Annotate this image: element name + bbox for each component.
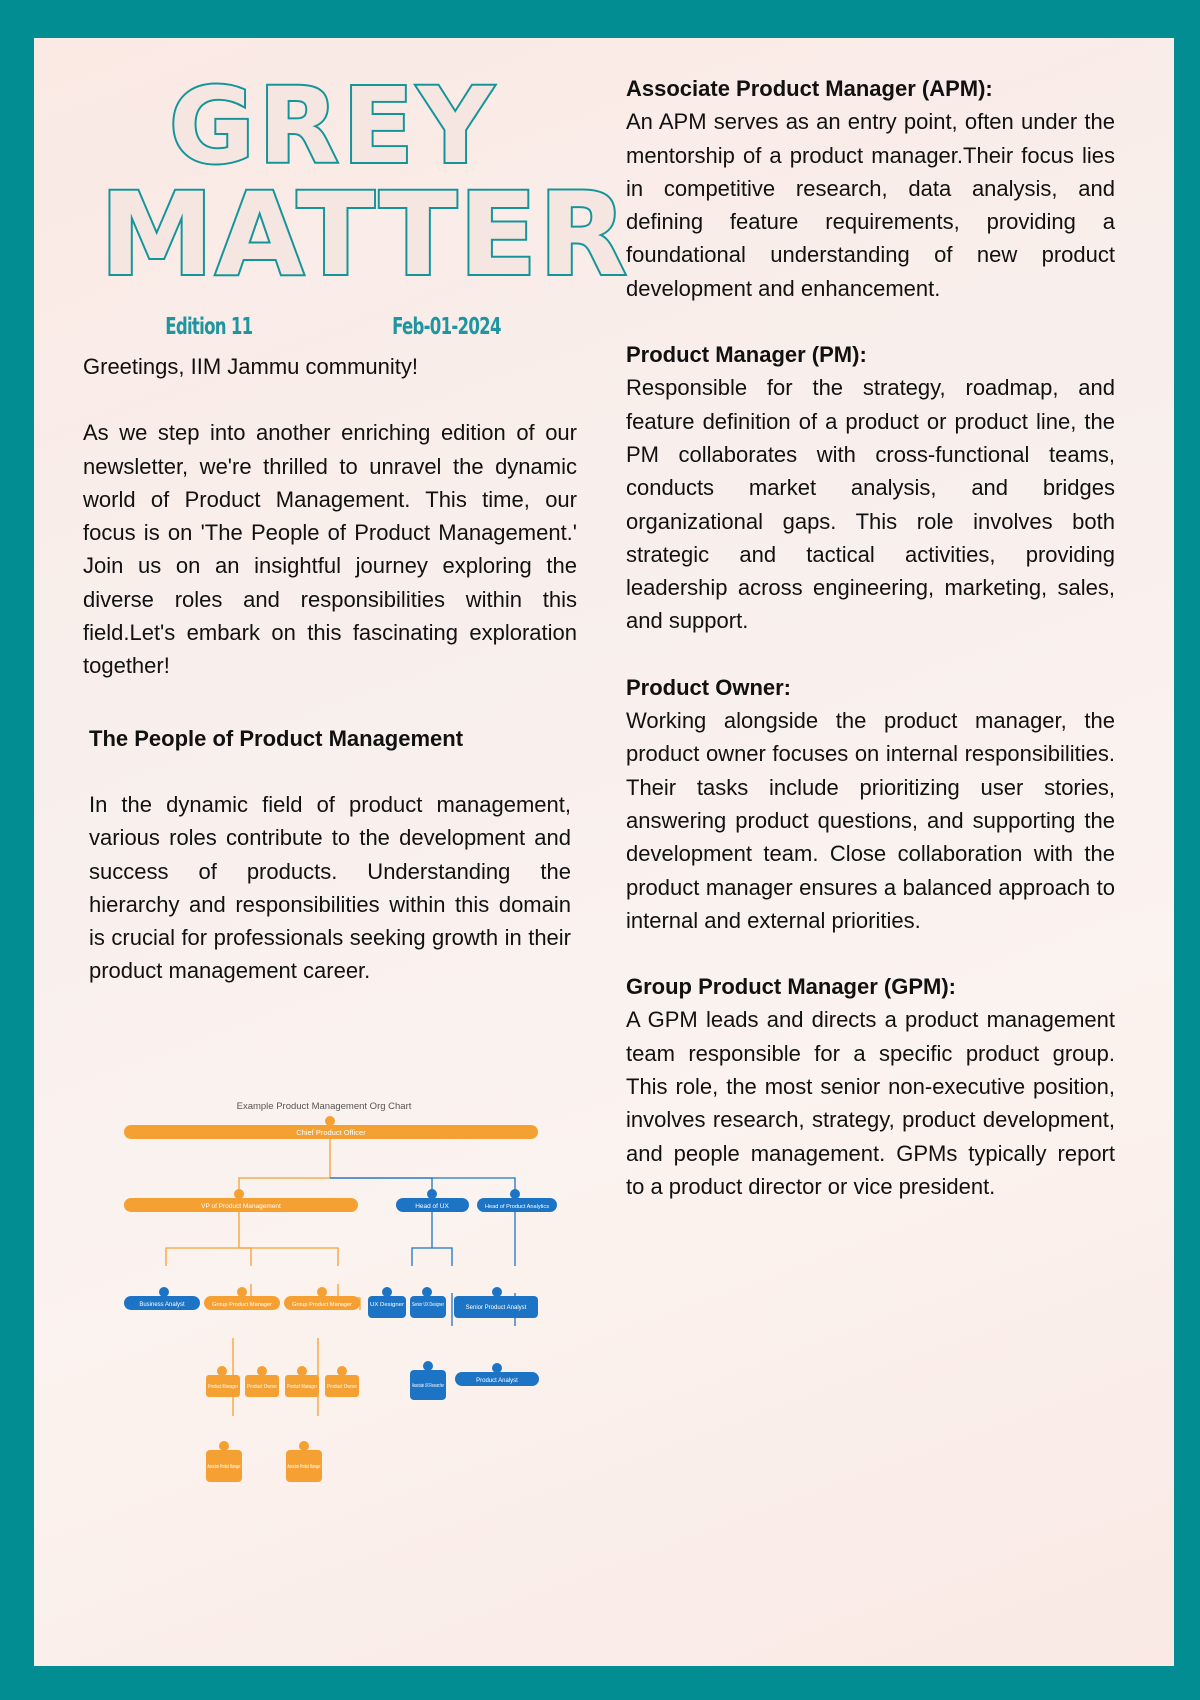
masthead-title-grey: GREY — [169, 65, 497, 187]
svg-text:Product Owner: Product Owner — [247, 1384, 278, 1390]
svg-text:Associate Product Manager: Associate Product Manager — [207, 1464, 241, 1470]
svg-text:Associate UX Researcher: Associate UX Researcher — [412, 1383, 445, 1389]
left-column — [83, 350, 577, 988]
newsletter-page — [34, 38, 1174, 1666]
intro-paragraph: As we step into another enriching edition of our newsletter, we're thrilled to unravel the dynamic world of Product Management. This time, our focus is on 'The People of Product Management.' Join us on an insightful journey exploring the diverse roles and responsibilities within this field.Let's embark on this fascinating exploration together! — [83, 420, 577, 679]
org-chart — [94, 1098, 584, 1538]
pm-heading: Product Manager (PM): — [626, 342, 867, 368]
svg-text:Head of Product Analytics: Head of Product Analytics — [484, 1204, 550, 1210]
apm-paragraph: An APM serves as an entry point, often under the mentorship of a product manager.Their focus lies in competitive research, data analysis, and defining feature requirements, providing a foundational understanding of new product development and enhancement. — [626, 109, 1115, 301]
issue-date: Feb-01-2024 — [392, 314, 501, 340]
greeting: Greetings, IIM Jammu community! — [83, 354, 418, 379]
svg-text:UX Designer: UX Designer — [370, 1302, 405, 1308]
pm-paragraph: Responsible for the strategy, roadmap, and feature definition of a product or product line, the PM collaborates with cross-functional teams, conducts market analysis, and bridges organizational gaps. This role involves both strategic and tactical activities, providing leadership across engineering, marketing, sales, and support. — [626, 375, 1115, 634]
org-chart-title: Example Product Management Org Chart — [236, 1101, 412, 1112]
masthead-title-matter: MATTER — [100, 168, 629, 301]
svg-text:Associate Product Manager: Associate Product Manager — [287, 1464, 321, 1470]
svg-text:Business Analyst: Business Analyst — [139, 1302, 185, 1308]
svg-text:Chief Product Officer: Chief Product Officer — [296, 1128, 366, 1137]
section-paragraph: In the dynamic field of product management, various roles contribute to the development and success of products. Understanding the hierarchy and responsibilities within this domain is crucial for professionals seeking growth in their product management career. — [89, 791, 571, 984]
svg-text:Product Analyst: Product Analyst — [476, 1378, 518, 1384]
svg-text:Product Owner: Product Owner — [327, 1384, 358, 1390]
svg-text:VP of Product Management: VP of Product Management — [201, 1203, 281, 1210]
gpm-heading: Group Product Manager (GPM): — [626, 974, 956, 1000]
po-heading: Product Owner: — [626, 674, 792, 700]
svg-text:Group Product Manager: Group Product Manager — [211, 1302, 273, 1308]
org-chart-figure — [94, 1098, 584, 1538]
masthead — [100, 65, 629, 358]
edition-label: Edition 11 — [165, 314, 253, 340]
svg-text:Product Manager: Product Manager — [208, 1384, 239, 1390]
svg-text:Head of UX: Head of UX — [415, 1203, 449, 1210]
svg-text:Senior Product Analyst: Senior Product Analyst — [465, 1305, 527, 1311]
po-paragraph: Working alongside the product manager, the product owner focuses on internal responsibilities. Their tasks include prioritizing user stories, answering product questions, and supporting the development team. Close collaboration with the product manager ensures a balanced approach to internal and external priorities. — [626, 708, 1115, 933]
gpm-paragraph: A GPM leads and directs a product management team responsible for a specific product group. This role, the most senior non-executive position, involves research, strategy, product development, and people management. GPMs typically report to a product director or vice president. — [626, 1007, 1115, 1199]
masthead-meta — [165, 314, 501, 340]
svg-text:Group Product Manager: Group Product Manager — [291, 1302, 353, 1308]
section-heading: The People of Product Management — [89, 725, 464, 751]
right-column — [626, 72, 1115, 1203]
svg-text:Product Manager: Product Manager — [287, 1384, 318, 1390]
apm-heading: Associate Product Manager (APM): — [626, 76, 993, 101]
svg-text:Senior UX Designer: Senior UX Designer — [412, 1302, 445, 1308]
